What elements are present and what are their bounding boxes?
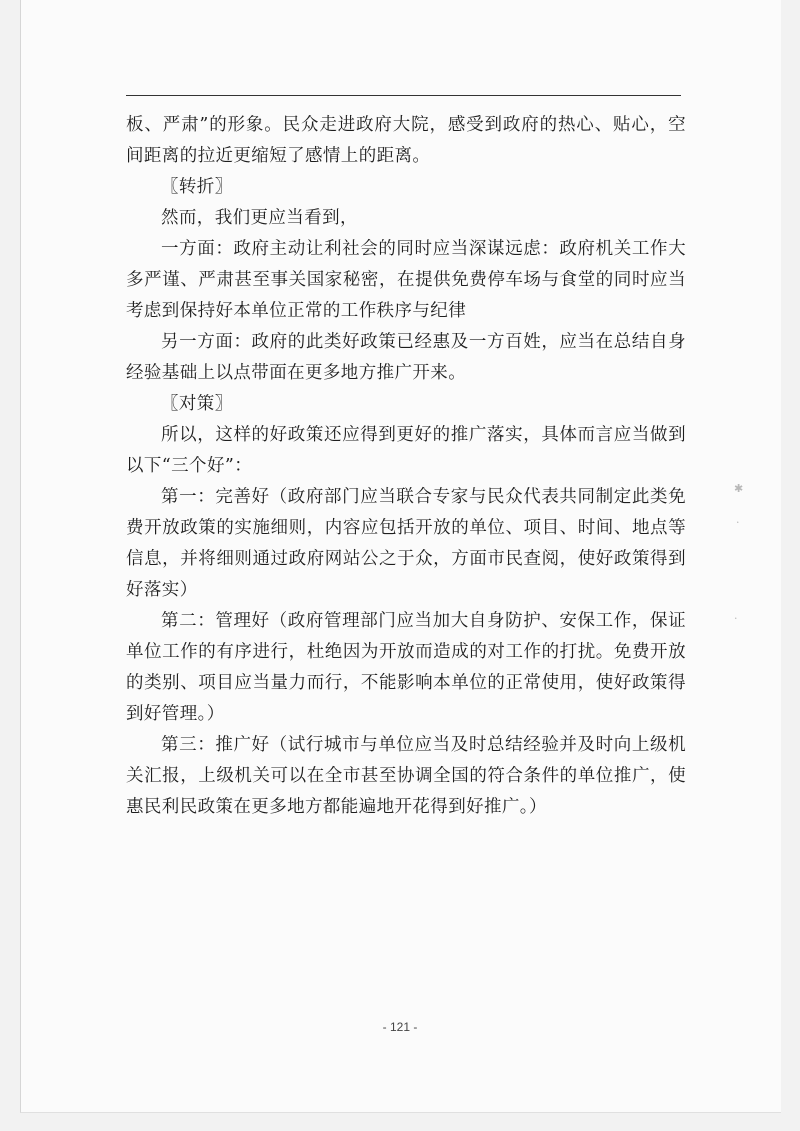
- paragraph-first-point: 第一：完善好（政府部门应当联合专家与民众代表共同制定此类免费开放政策的实施细则，内容应包括开放的单位、项目、时间、地点等信息，并将细则通过政府网站公之于众，方面市民查阅，使好政策得到好落实）: [126, 487, 686, 600]
- paragraph-on-other-hand: 另一方面：政府的此类好政策已经惠及一方百姓，应当在总结自身经验基础上以点带面在更多地方推广开来。: [126, 332, 686, 383]
- paragraph-on-one-hand: 一方面：政府主动让利社会的同时应当深谋远虑：政府机关工作大多严谨、严肃甚至事关国家秘密，在提供免费停车场与食堂的同时应当考虑到保持好本单位正常的工作秩序与纪律: [126, 239, 686, 321]
- paragraph-however: 然而，我们更应当看到，: [161, 208, 358, 228]
- header-rule: [126, 95, 681, 96]
- section-heading-transition: 〖转折〗: [161, 177, 233, 197]
- paragraph-continuation: 板、严肃”的形象。民众走进政府大院，感受到政府的热心、贴心，空间距离的拉近更缩短了感情上的距离。: [126, 115, 686, 166]
- scan-artifact-mark: ·: [736, 516, 740, 529]
- page-number: - 121 -: [382, 1020, 418, 1034]
- body-text: [126, 110, 686, 823]
- scan-artifact-mark: ✱: [734, 482, 744, 495]
- paragraph-third-point: 第三：推广好（试行城市与单位应当及时总结经验并及时向上级机关汇报，上级机关可以在全市甚至协调全国的符合条件的单位推广，使惠民利民政策在更多地方都能遍地开花得到好推广。）: [126, 735, 686, 817]
- paragraph-second-point: 第二：管理好（政府管理部门应当加大自身防护、安保工作，保证单位工作的有序进行，杜绝因为开放而造成的对工作的打扰。免费开放的类别、项目应当量力而行，不能影响本单位的正常使用，使好政策得到好管理。）: [126, 611, 686, 724]
- section-heading-countermeasures: 〖对策〗: [161, 394, 233, 414]
- paragraph-therefore: 所以，这样的好政策还应得到更好的推广落实，具体而言应当做到以下“三个好”：: [126, 425, 686, 476]
- scan-artifact-mark: ·: [734, 612, 738, 625]
